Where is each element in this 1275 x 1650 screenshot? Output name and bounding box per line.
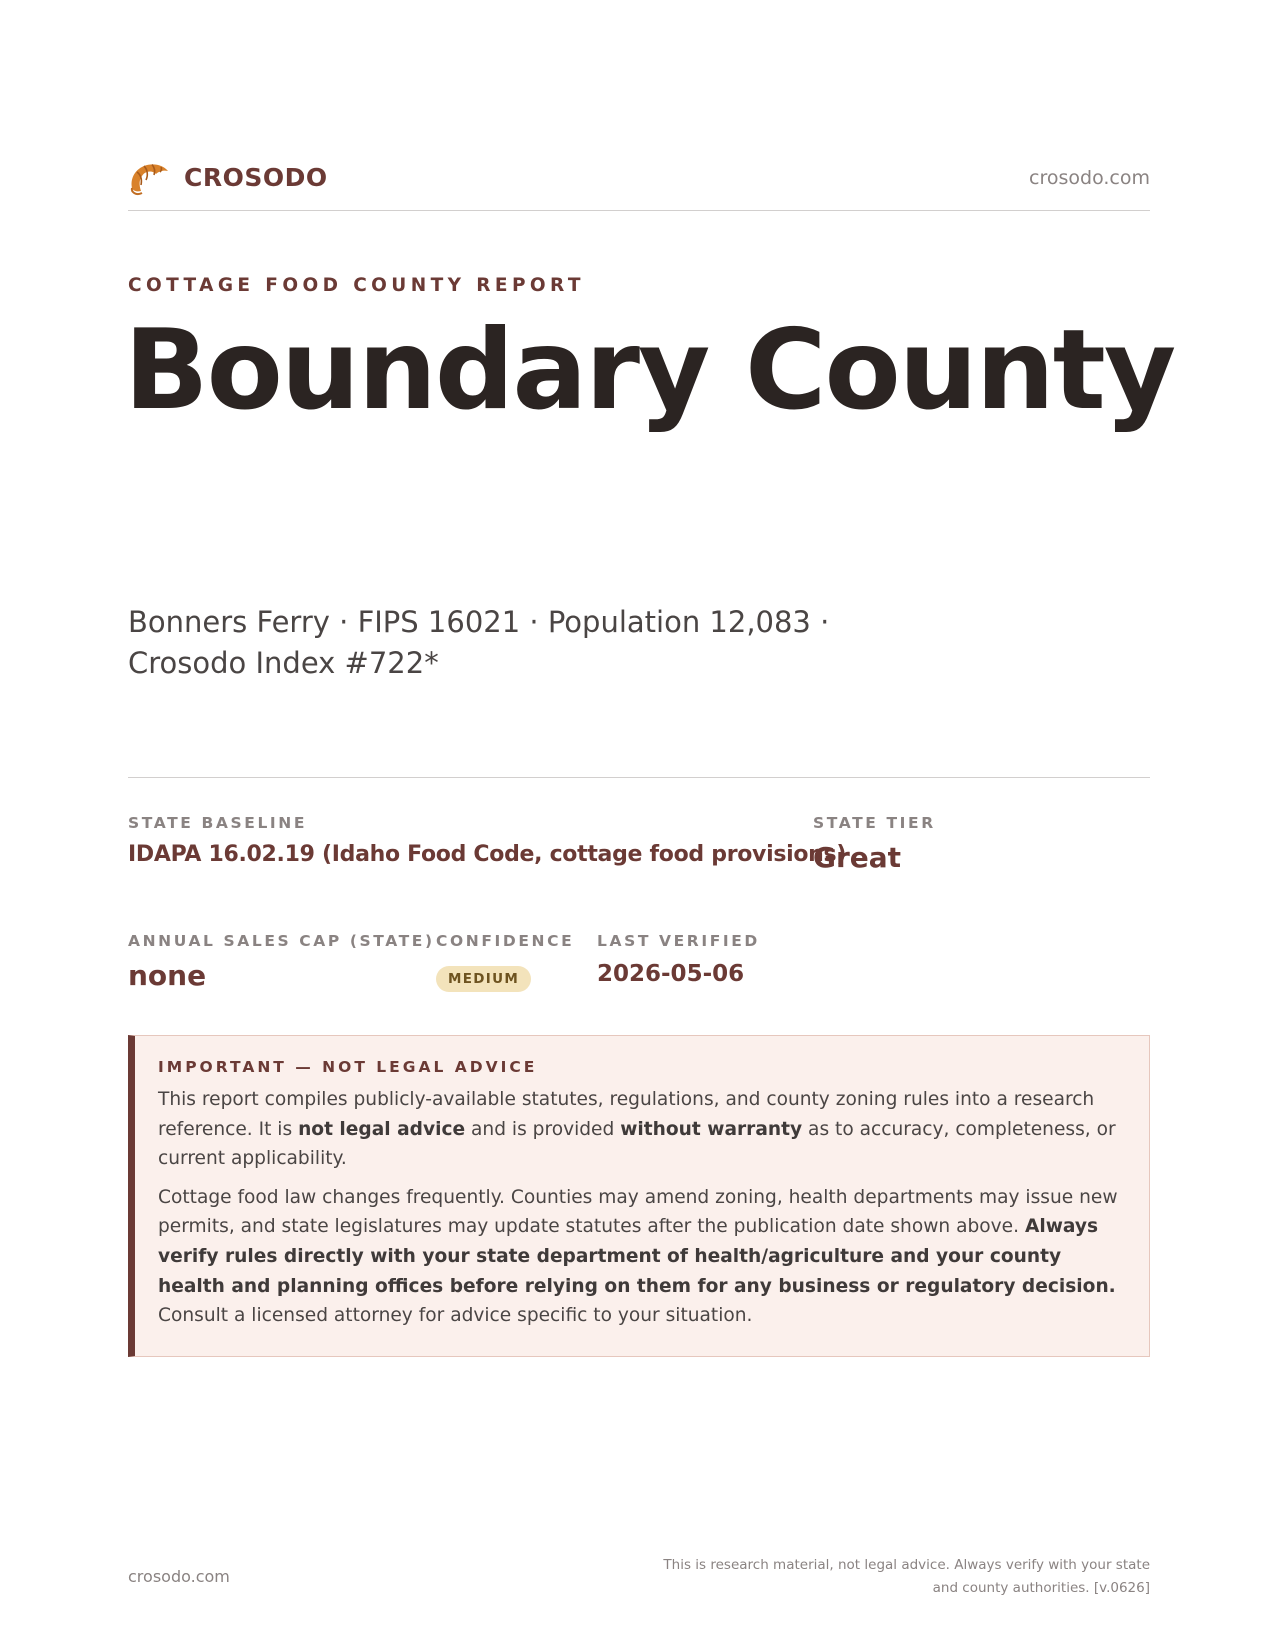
brand-name: CROSODO bbox=[184, 163, 328, 192]
state-baseline-field bbox=[128, 814, 846, 867]
footer-disclaimer bbox=[590, 1554, 1150, 1600]
annual-sales-cap-value: none bbox=[128, 959, 207, 992]
page-header bbox=[128, 158, 1150, 204]
confidence-badge: MEDIUM bbox=[436, 966, 531, 992]
annual-sales-cap-field bbox=[128, 932, 435, 992]
notice-emphasis: Always verify rules directly with your state department of health/agriculture and your county health and planning offices before relying on them for any business or regulatory decision. bbox=[158, 1216, 1116, 1297]
state-baseline-label: STATE BASELINE bbox=[128, 814, 308, 832]
header-divider bbox=[128, 210, 1150, 211]
last-verified-label: LAST VERIFIED bbox=[597, 932, 760, 950]
croissant-icon bbox=[128, 158, 170, 198]
footer-disclaimer-line-1: This is research material, not legal advice. Always verify with your state bbox=[663, 1557, 1150, 1573]
notice-text: as to accuracy, completeness, or current applicability. bbox=[158, 1118, 1116, 1170]
footer-disclaimer-line-2: and county authorities. [v.0626] bbox=[932, 1580, 1150, 1596]
notice-emphasis: without warranty bbox=[620, 1118, 803, 1140]
notice-text: and is provided bbox=[465, 1118, 621, 1140]
notice-text: This report compiles publicly-available statutes, regulations, and county zoning rules into a research reference. It is bbox=[158, 1089, 1095, 1140]
last-verified-value: 2026-05-06 bbox=[597, 961, 745, 987]
state-tier-label: STATE TIER bbox=[813, 814, 936, 832]
section-divider bbox=[128, 777, 1150, 778]
page-title: Boundary County bbox=[124, 306, 1175, 435]
footer-site-url[interactable]: crosodo.com bbox=[128, 1567, 230, 1586]
header-site-url[interactable]: crosodo.com bbox=[1029, 167, 1150, 189]
annual-sales-cap-label: ANNUAL SALES CAP (STATE) bbox=[128, 932, 435, 950]
report-eyebrow: COTTAGE FOOD COUNTY REPORT bbox=[128, 275, 585, 296]
confidence-label: CONFIDENCE bbox=[436, 932, 575, 950]
legal-notice-title: IMPORTANT — NOT LEGAL ADVICE bbox=[158, 1058, 538, 1076]
state-tier-field bbox=[813, 814, 936, 874]
state-tier-value: Great bbox=[813, 841, 902, 874]
last-verified-field bbox=[597, 932, 760, 987]
report-subtitle: Bonners Ferry · FIPS 16021 · Population 12,083 · Crosodo Index #722* bbox=[128, 605, 830, 680]
notice-text: Cottage food law changes frequently. Counties may amend zoning, health departments may issue new permits, and state legislatures may update statutes after the publication date shown above. bbox=[158, 1186, 1118, 1238]
confidence-field bbox=[436, 932, 574, 992]
legal-notice-paragraph-1 bbox=[158, 1085, 1125, 1174]
report-page bbox=[124, 0, 1175, 1650]
notice-emphasis: not legal advice bbox=[298, 1118, 466, 1140]
legal-notice-paragraph-2 bbox=[158, 1183, 1125, 1331]
state-baseline-value: IDAPA 16.02.19 (Idaho Food Code, cottage food provisions) bbox=[128, 842, 847, 867]
legal-notice-box bbox=[128, 1035, 1150, 1357]
notice-text: Consult a licensed attorney for advice specific to your situation. bbox=[158, 1305, 753, 1327]
